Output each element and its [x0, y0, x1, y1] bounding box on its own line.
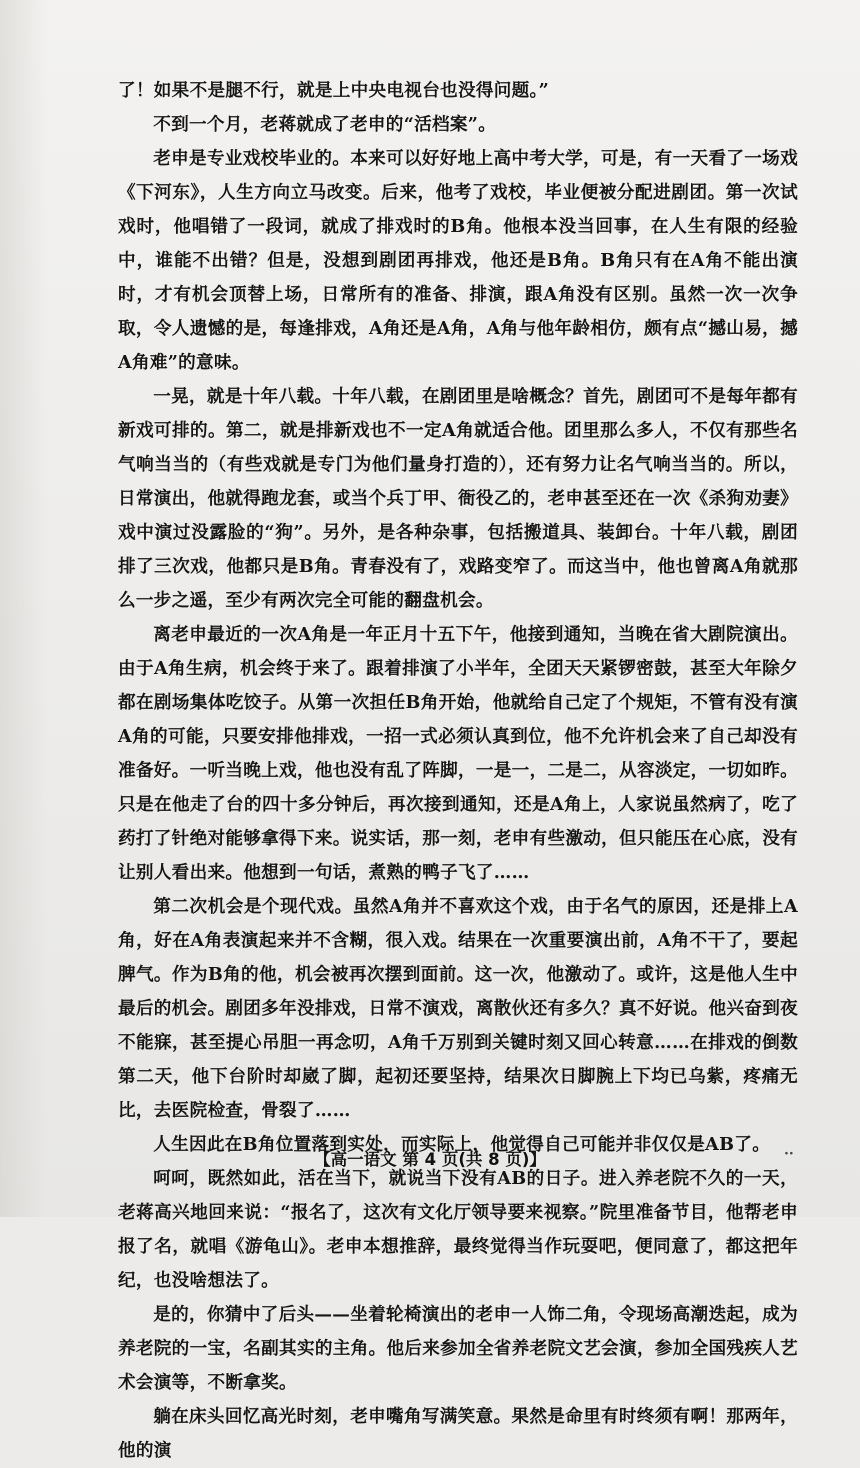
- paragraph: 一晃，就是十年八载。十年八载，在剧团里是啥概念？首先，剧团可不是每年都有新戏可排的。第二，就是排新戏也不一定A角就适合他。团里那么多人，不仅有那些名气响当当的（有些戏就是专门为他们量身打造的），还有努力让名气响当当的。所以，日常演出，他就得跑龙套，或当个兵丁甲、衙役乙的，老申甚至还在一次《杀狗劝妻》戏中演过没露脸的“狗”。另外，是各种杂事，包括搬道具、装卸台。十年八载，剧团排了三次戏，他都只是B角。青春没有了，戏路变窄了。而这当中，他也曾离A角就那么一步之遥，至少有两次完全可能的翻盘机会。: [118, 386, 798, 611]
- page-fold-shadow: [0, 0, 48, 1217]
- paragraph: 不到一个月，老蒋就成了老申的“活档案”。: [153, 114, 497, 135]
- paragraph: 呵呵，既然如此，活在当下，就说当下没有AB的日子。进入养老院不久的一天，老蒋高兴地回来说：“报名了，这次有文化厅领导要来视察。”院里准备节目，他帮老申报了名，就唱《游龟山》。老申本想推辞，最终觉得当作玩耍吧，便同意了，都这把年纪，也没啥想法了。: [118, 1168, 798, 1291]
- paragraph: 人生因此在B角位置落到实处，而实际上，他觉得自己可能并非仅仅是AB了。: [153, 1134, 771, 1155]
- article-body: [118, 74, 798, 1468]
- bleed-through-mark: [800, 40, 860, 220]
- paragraph: 老申是专业戏校毕业的。本来可以好好地上高中考大学，可是，有一天看了一场戏《下河东》，人生方向立马改变。后来，他考了戏校，毕业便被分配进剧团。第一次试戏时，他唱错了一段词，就成了排戏时的B角。他根本没当回事，在人生有限的经验中，谁能不出错？但是，没想到剧团再排戏，他还是B角。B角只有在A角不能出演时，才有机会顶替上场，日常所有的准备、排演，跟A角没有区别。虽然一次一次争取，令人遗憾的是，每逢排戏，A角还是A角，A角与他年龄相仿，颇有点“撼山易，撼A角难”的意味。: [118, 148, 798, 373]
- paragraph: 第二次机会是个现代戏。虽然A角并不喜欢这个戏，由于名气的原因，还是排上A角，好在A角表演起来并不含糊，很入戏。结果在一次重要演出前，A角不干了，要起脾气。作为B角的他，机会被再次摆到面前。这一次，他激动了。或许，这是他人生中最后的机会。剧团多年没排戏，日常不演戏，离散伙还有多久？真不好说。他兴奋到夜不能寐，甚至提心吊胆一再念叨，A角千万别到关键时刻又回心转意……在排戏的倒数第二天，他下台阶时却崴了脚，起初还要坚持，结果次日脚腕上下均已乌紫，疼痛无比，去医院检查，骨裂了……: [118, 896, 798, 1121]
- paragraph: 了！如果不是腿不行，就是上中央电视台也没得问题。”: [118, 80, 550, 101]
- page-footer: 【高一语文 第 4 页(共 8 页)】: [314, 1150, 546, 1169]
- paragraph: 离老申最近的一次A角是一年正月十五下午，他接到通知，当晚在省大剧院演出。由于A角生病，机会终于来了。跟着排演了小半年，全团天天紧锣密鼓，甚至大年除夕都在剧场集体吃饺子。从第一次担任B角开始，他就给自己定了个规矩，不管有没有演A角的可能，只要安排他排戏，一招一式必须认真到位，他不允许机会来了自己却没有准备好。一听当晚上戏，他也没有乱了阵脚，一是一，二是二，从容淡定，一切如昨。只是在他走了台的四十多分钟后，再次接到通知，还是A角上，人家说虽然病了，吃了药打了针绝对能够拿得下来。说实话，那一刻，老申有些激动，但只能压在心底，没有让别人看出来。他想到一句话，煮熟的鸭子飞了……: [118, 624, 798, 883]
- paragraph: 躺在床头回忆高光时刻，老申嘴角写满笑意。果然是命里有时终须有啊！那两年，他的演: [118, 1406, 798, 1461]
- paragraph: 是的，你猜中了后头——坐着轮椅演出的老申一人饰二角，令现场高潮迭起，成为养老院的一宝，名副其实的主角。他后来参加全省养老院文艺会演，参加全国残疾人艺术会演等，不断拿奖。: [118, 1304, 798, 1393]
- footer-mark: ··: [784, 1146, 794, 1162]
